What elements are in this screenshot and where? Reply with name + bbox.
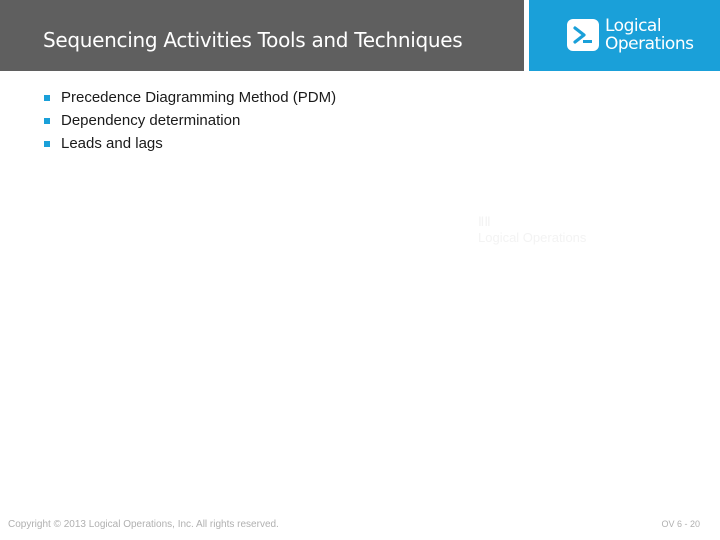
logo-line-1: Logical [605, 16, 662, 36]
watermark-line-1: ⅡⅡ [478, 214, 491, 229]
page-number: OV 6 - 20 [661, 519, 700, 529]
bullet-item [44, 134, 336, 157]
logo-wordmark [605, 17, 693, 53]
footer-copyright: Copyright © 2013 Logical Operations, Inc. All rights reserved. [8, 519, 279, 530]
title-bar [0, 0, 524, 71]
bullet-text: Leads and lags [61, 135, 163, 152]
bullet-text: Dependency determination [61, 112, 241, 129]
logo [529, 0, 720, 71]
logo-line-2: Operations [605, 34, 694, 54]
bullet-item [44, 111, 336, 134]
bullet-list [44, 88, 336, 157]
logical-operations-logo-icon [567, 19, 599, 51]
watermark-line-2: Logical Operations [478, 230, 587, 245]
bullet-text: Precedence Diagramming Method (PDM) [61, 89, 337, 106]
bullet-item [44, 88, 336, 111]
watermark [478, 214, 586, 246]
slide-title: Sequencing Activities Tools and Techniques [43, 28, 463, 52]
square-bullet-icon [44, 118, 50, 124]
square-bullet-icon [44, 141, 50, 147]
square-bullet-icon [44, 95, 50, 101]
